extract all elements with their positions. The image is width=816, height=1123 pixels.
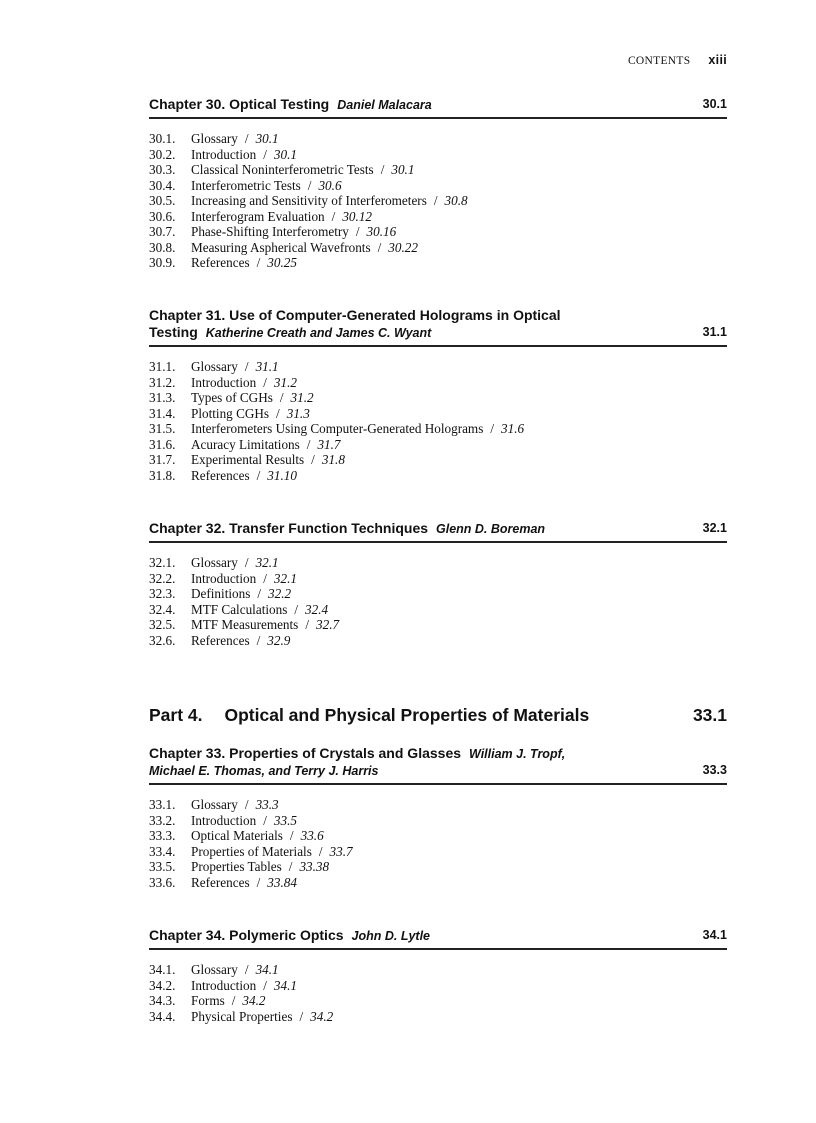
section-entry xyxy=(149,1009,727,1025)
section-title: Introduction xyxy=(191,977,257,993)
section-page: 30.25 xyxy=(267,255,297,270)
section-title: Experimental Results xyxy=(191,452,305,467)
section-number: 32.6. xyxy=(149,632,176,648)
section-number: 33.6. xyxy=(149,874,176,890)
section-entry xyxy=(149,209,727,225)
section-list xyxy=(149,131,727,271)
chapter-page: 30.1 xyxy=(702,97,727,111)
section-entry xyxy=(149,555,727,571)
section-title: References xyxy=(191,632,250,648)
section-number: 32.3. xyxy=(149,586,176,601)
slash-separator: / xyxy=(299,1008,304,1024)
section-entry xyxy=(149,224,727,240)
running-head xyxy=(628,53,727,67)
slash-separator: / xyxy=(288,859,293,874)
section-entry xyxy=(149,147,727,163)
section-page: 31.7 xyxy=(317,436,341,452)
chapter-heading xyxy=(149,307,727,347)
chapter-title: Chapter 30. Optical Testing xyxy=(149,96,330,112)
slash-separator: / xyxy=(263,812,267,828)
chapter-title: Chapter 33. Properties of Crystals and Glasses xyxy=(149,745,462,761)
section-title: Glossary xyxy=(191,797,238,812)
slash-separator: / xyxy=(490,421,494,436)
section-entry xyxy=(149,240,727,256)
section-number: 30.6. xyxy=(149,208,176,224)
chapter-author: Daniel Malacara xyxy=(337,98,432,112)
slash-separator: / xyxy=(318,843,323,859)
slash-separator: / xyxy=(263,977,267,993)
section-entry xyxy=(149,359,727,375)
slash-separator: / xyxy=(244,797,249,812)
chapter-heading xyxy=(149,745,727,785)
section-list xyxy=(149,555,727,648)
section-entry xyxy=(149,375,727,391)
section-number: 30.8. xyxy=(149,239,176,255)
section-entry xyxy=(149,193,727,209)
section-title: Glossary xyxy=(191,555,238,570)
section-number: 34.4. xyxy=(149,1008,176,1024)
section-entry xyxy=(149,962,727,978)
chapter-page: 32.1 xyxy=(702,521,727,535)
section-number: 31.7. xyxy=(149,452,176,467)
section-entry xyxy=(149,178,727,194)
slash-separator: / xyxy=(307,177,312,193)
contents-page xyxy=(149,0,727,1024)
chapter-title: Chapter 32. Transfer Function Techniques xyxy=(149,520,429,536)
slash-separator: / xyxy=(256,632,261,648)
section-page: 30.8 xyxy=(444,193,468,208)
section-page: 30.22 xyxy=(388,239,418,255)
section-page: 33.5 xyxy=(273,812,297,828)
slash-separator: / xyxy=(311,452,315,467)
section-page: 34.2 xyxy=(310,1008,334,1024)
section-number: 33.2. xyxy=(149,812,176,828)
section-page: 31.10 xyxy=(267,467,297,483)
section-number: 31.8. xyxy=(149,467,176,483)
chapter-page: 31.1 xyxy=(702,325,727,339)
section-page: 31.8 xyxy=(321,452,345,467)
slash-separator: / xyxy=(279,390,284,405)
chapter-32 xyxy=(149,520,727,648)
section-entry xyxy=(149,390,727,406)
running-head-label: CONTENTS xyxy=(627,55,691,67)
section-entry xyxy=(149,844,727,860)
section-page: 31.6 xyxy=(501,421,525,436)
section-page: 33.7 xyxy=(329,843,353,859)
section-page: 33.3 xyxy=(255,797,279,812)
section-title: Introduction xyxy=(191,374,257,390)
section-title: Acuracy Limitations xyxy=(191,436,300,452)
slash-separator: / xyxy=(256,467,261,483)
section-page: 32.4 xyxy=(305,601,329,617)
chapter-33 xyxy=(149,745,727,890)
section-number: 34.1. xyxy=(149,962,176,977)
section-page: 34.1 xyxy=(255,962,279,977)
section-page: 32.1 xyxy=(273,570,297,586)
chapter-author: Katherine Creath and James C. Wyant xyxy=(205,326,432,340)
section-number: 34.2. xyxy=(149,977,176,993)
section-entry xyxy=(149,875,727,891)
section-page: 31.2 xyxy=(290,390,314,405)
section-entry xyxy=(149,993,727,1009)
section-number: 33.1. xyxy=(149,797,176,812)
chapter-page: 33.3 xyxy=(702,763,727,777)
section-page: 31.3 xyxy=(286,405,310,421)
section-title: Plotting CGHs xyxy=(191,405,270,421)
section-entry xyxy=(149,813,727,829)
section-entry xyxy=(149,131,727,147)
slash-separator: / xyxy=(276,405,280,421)
slash-separator: / xyxy=(355,224,360,239)
slash-separator: / xyxy=(263,570,267,586)
section-number: 30.5. xyxy=(149,193,176,208)
chapter-30 xyxy=(149,96,727,271)
section-title: Optical Materials xyxy=(191,828,283,843)
section-entry xyxy=(149,255,727,271)
section-number: 34.3. xyxy=(149,993,176,1008)
chapter-title: Chapter 34. Polymeric Optics xyxy=(149,927,344,943)
section-title: Introduction xyxy=(191,812,257,828)
section-number: 31.6. xyxy=(149,436,176,452)
part-label: Part 4. xyxy=(149,705,203,725)
section-title: Introduction xyxy=(191,146,257,162)
section-number: 33.4. xyxy=(149,843,176,859)
section-title: Measuring Aspherical Wavefronts xyxy=(191,239,371,255)
slash-separator: / xyxy=(433,193,438,208)
slash-separator: / xyxy=(244,555,249,570)
section-page: 30.1 xyxy=(391,162,415,177)
section-number: 32.1. xyxy=(149,555,176,570)
section-entry xyxy=(149,421,727,437)
section-page: 32.2 xyxy=(268,586,292,601)
section-page: 30.1 xyxy=(273,146,297,162)
slash-separator: / xyxy=(305,617,309,632)
section-title: Types of CGHs xyxy=(191,390,273,405)
section-page: 32.9 xyxy=(267,632,291,648)
section-title: Glossary xyxy=(191,359,238,374)
section-page: 34.1 xyxy=(273,977,297,993)
slash-separator: / xyxy=(331,208,336,224)
slash-separator: / xyxy=(294,601,299,617)
section-entry xyxy=(149,617,727,633)
section-number: 33.3. xyxy=(149,828,176,843)
part-title: Optical and Physical Properties of Materials xyxy=(224,705,590,725)
section-number: 30.1. xyxy=(149,131,176,146)
section-number: 31.5. xyxy=(149,421,176,436)
section-title: Forms xyxy=(191,993,225,1008)
section-list xyxy=(149,359,727,483)
section-page: 33.84 xyxy=(267,874,297,890)
slash-separator: / xyxy=(257,586,262,601)
section-title: References xyxy=(191,874,250,890)
slash-separator: / xyxy=(244,359,249,374)
chapter-title-cont: Testing xyxy=(149,324,198,340)
section-title: Increasing and Sensitivity of Interferometers xyxy=(191,193,427,208)
section-entry xyxy=(149,586,727,602)
section-number: 31.1. xyxy=(149,359,176,374)
slash-separator: / xyxy=(289,828,294,843)
section-title: Phase-Shifting Interferometry xyxy=(191,224,349,239)
slash-separator: / xyxy=(231,993,236,1008)
slash-separator: / xyxy=(244,962,249,977)
section-title: Definitions xyxy=(191,586,251,601)
chapter-author-cont: Michael E. Thomas, and Terry J. Harris xyxy=(149,764,379,778)
section-number: 33.5. xyxy=(149,859,176,874)
chapter-author: William J. Tropf, xyxy=(469,747,566,761)
slash-separator: / xyxy=(256,874,261,890)
section-page: 31.1 xyxy=(255,359,279,374)
section-title: MTF Measurements xyxy=(191,617,299,632)
section-title: Properties of Materials xyxy=(191,843,312,859)
chapter-author: Glenn D. Boreman xyxy=(436,522,546,536)
section-page: 31.2 xyxy=(273,374,297,390)
slash-separator: / xyxy=(256,255,261,270)
section-title: Glossary xyxy=(191,131,238,146)
section-title: Introduction xyxy=(191,570,257,586)
section-title: Properties Tables xyxy=(191,859,282,874)
section-entry xyxy=(149,828,727,844)
section-page: 30.12 xyxy=(342,208,372,224)
section-number: 31.2. xyxy=(149,374,176,390)
chapter-34 xyxy=(149,927,727,1024)
page-folio: xiii xyxy=(708,53,727,67)
section-entry xyxy=(149,452,727,468)
section-title: References xyxy=(191,467,250,483)
chapter-author: John D. Lytle xyxy=(351,929,431,943)
section-title: Interferometric Tests xyxy=(191,177,301,193)
section-entry xyxy=(149,602,727,618)
section-page: 30.1 xyxy=(255,131,279,146)
section-entry xyxy=(149,437,727,453)
section-number: 32.4. xyxy=(149,601,176,617)
section-page: 30.6 xyxy=(318,177,342,193)
slash-separator: / xyxy=(263,146,267,162)
section-entry xyxy=(149,571,727,587)
slash-separator: / xyxy=(244,131,249,146)
section-number: 31.3. xyxy=(149,390,176,405)
section-page: 33.38 xyxy=(299,859,330,874)
chapter-heading xyxy=(149,96,727,119)
section-entry xyxy=(149,406,727,422)
section-entry xyxy=(149,859,727,875)
section-number: 30.3. xyxy=(149,162,176,177)
section-number: 32.5. xyxy=(149,617,176,632)
section-page: 32.1 xyxy=(255,555,279,570)
section-entry xyxy=(149,797,727,813)
chapter-heading xyxy=(149,927,727,950)
section-number: 30.9. xyxy=(149,255,176,270)
part-page: 33.1 xyxy=(692,705,727,725)
slash-separator: / xyxy=(377,239,382,255)
section-number: 31.4. xyxy=(149,405,176,421)
slash-separator: / xyxy=(380,162,385,177)
section-entry xyxy=(149,162,727,178)
section-title: Interferogram Evaluation xyxy=(191,208,325,224)
chapter-title: Chapter 31. Use of Computer-Generated Holograms in Optical xyxy=(149,307,561,323)
section-title: Glossary xyxy=(191,962,238,977)
slash-separator: / xyxy=(263,374,267,390)
part-heading xyxy=(149,705,727,725)
section-title: Physical Properties xyxy=(191,1008,293,1024)
section-title: References xyxy=(191,255,250,270)
section-page: 33.6 xyxy=(300,828,324,843)
section-number: 30.2. xyxy=(149,146,176,162)
section-entry xyxy=(149,978,727,994)
section-list xyxy=(149,962,727,1024)
section-entry xyxy=(149,633,727,649)
section-title: Interferometers Using Computer-Generated Holograms xyxy=(191,421,484,436)
chapter-heading xyxy=(149,520,727,543)
section-page: 32.7 xyxy=(316,617,340,632)
slash-separator: / xyxy=(306,436,311,452)
section-title: MTF Calculations xyxy=(191,601,288,617)
section-page: 34.2 xyxy=(242,993,266,1008)
section-number: 30.7. xyxy=(149,224,176,239)
section-number: 32.2. xyxy=(149,570,176,586)
section-entry xyxy=(149,468,727,484)
chapter-page: 34.1 xyxy=(702,928,727,942)
section-number: 30.4. xyxy=(149,177,176,193)
section-title: Classical Noninterferometric Tests xyxy=(191,162,374,177)
section-list xyxy=(149,797,727,890)
chapter-31 xyxy=(149,307,727,483)
section-page: 30.16 xyxy=(366,224,397,239)
